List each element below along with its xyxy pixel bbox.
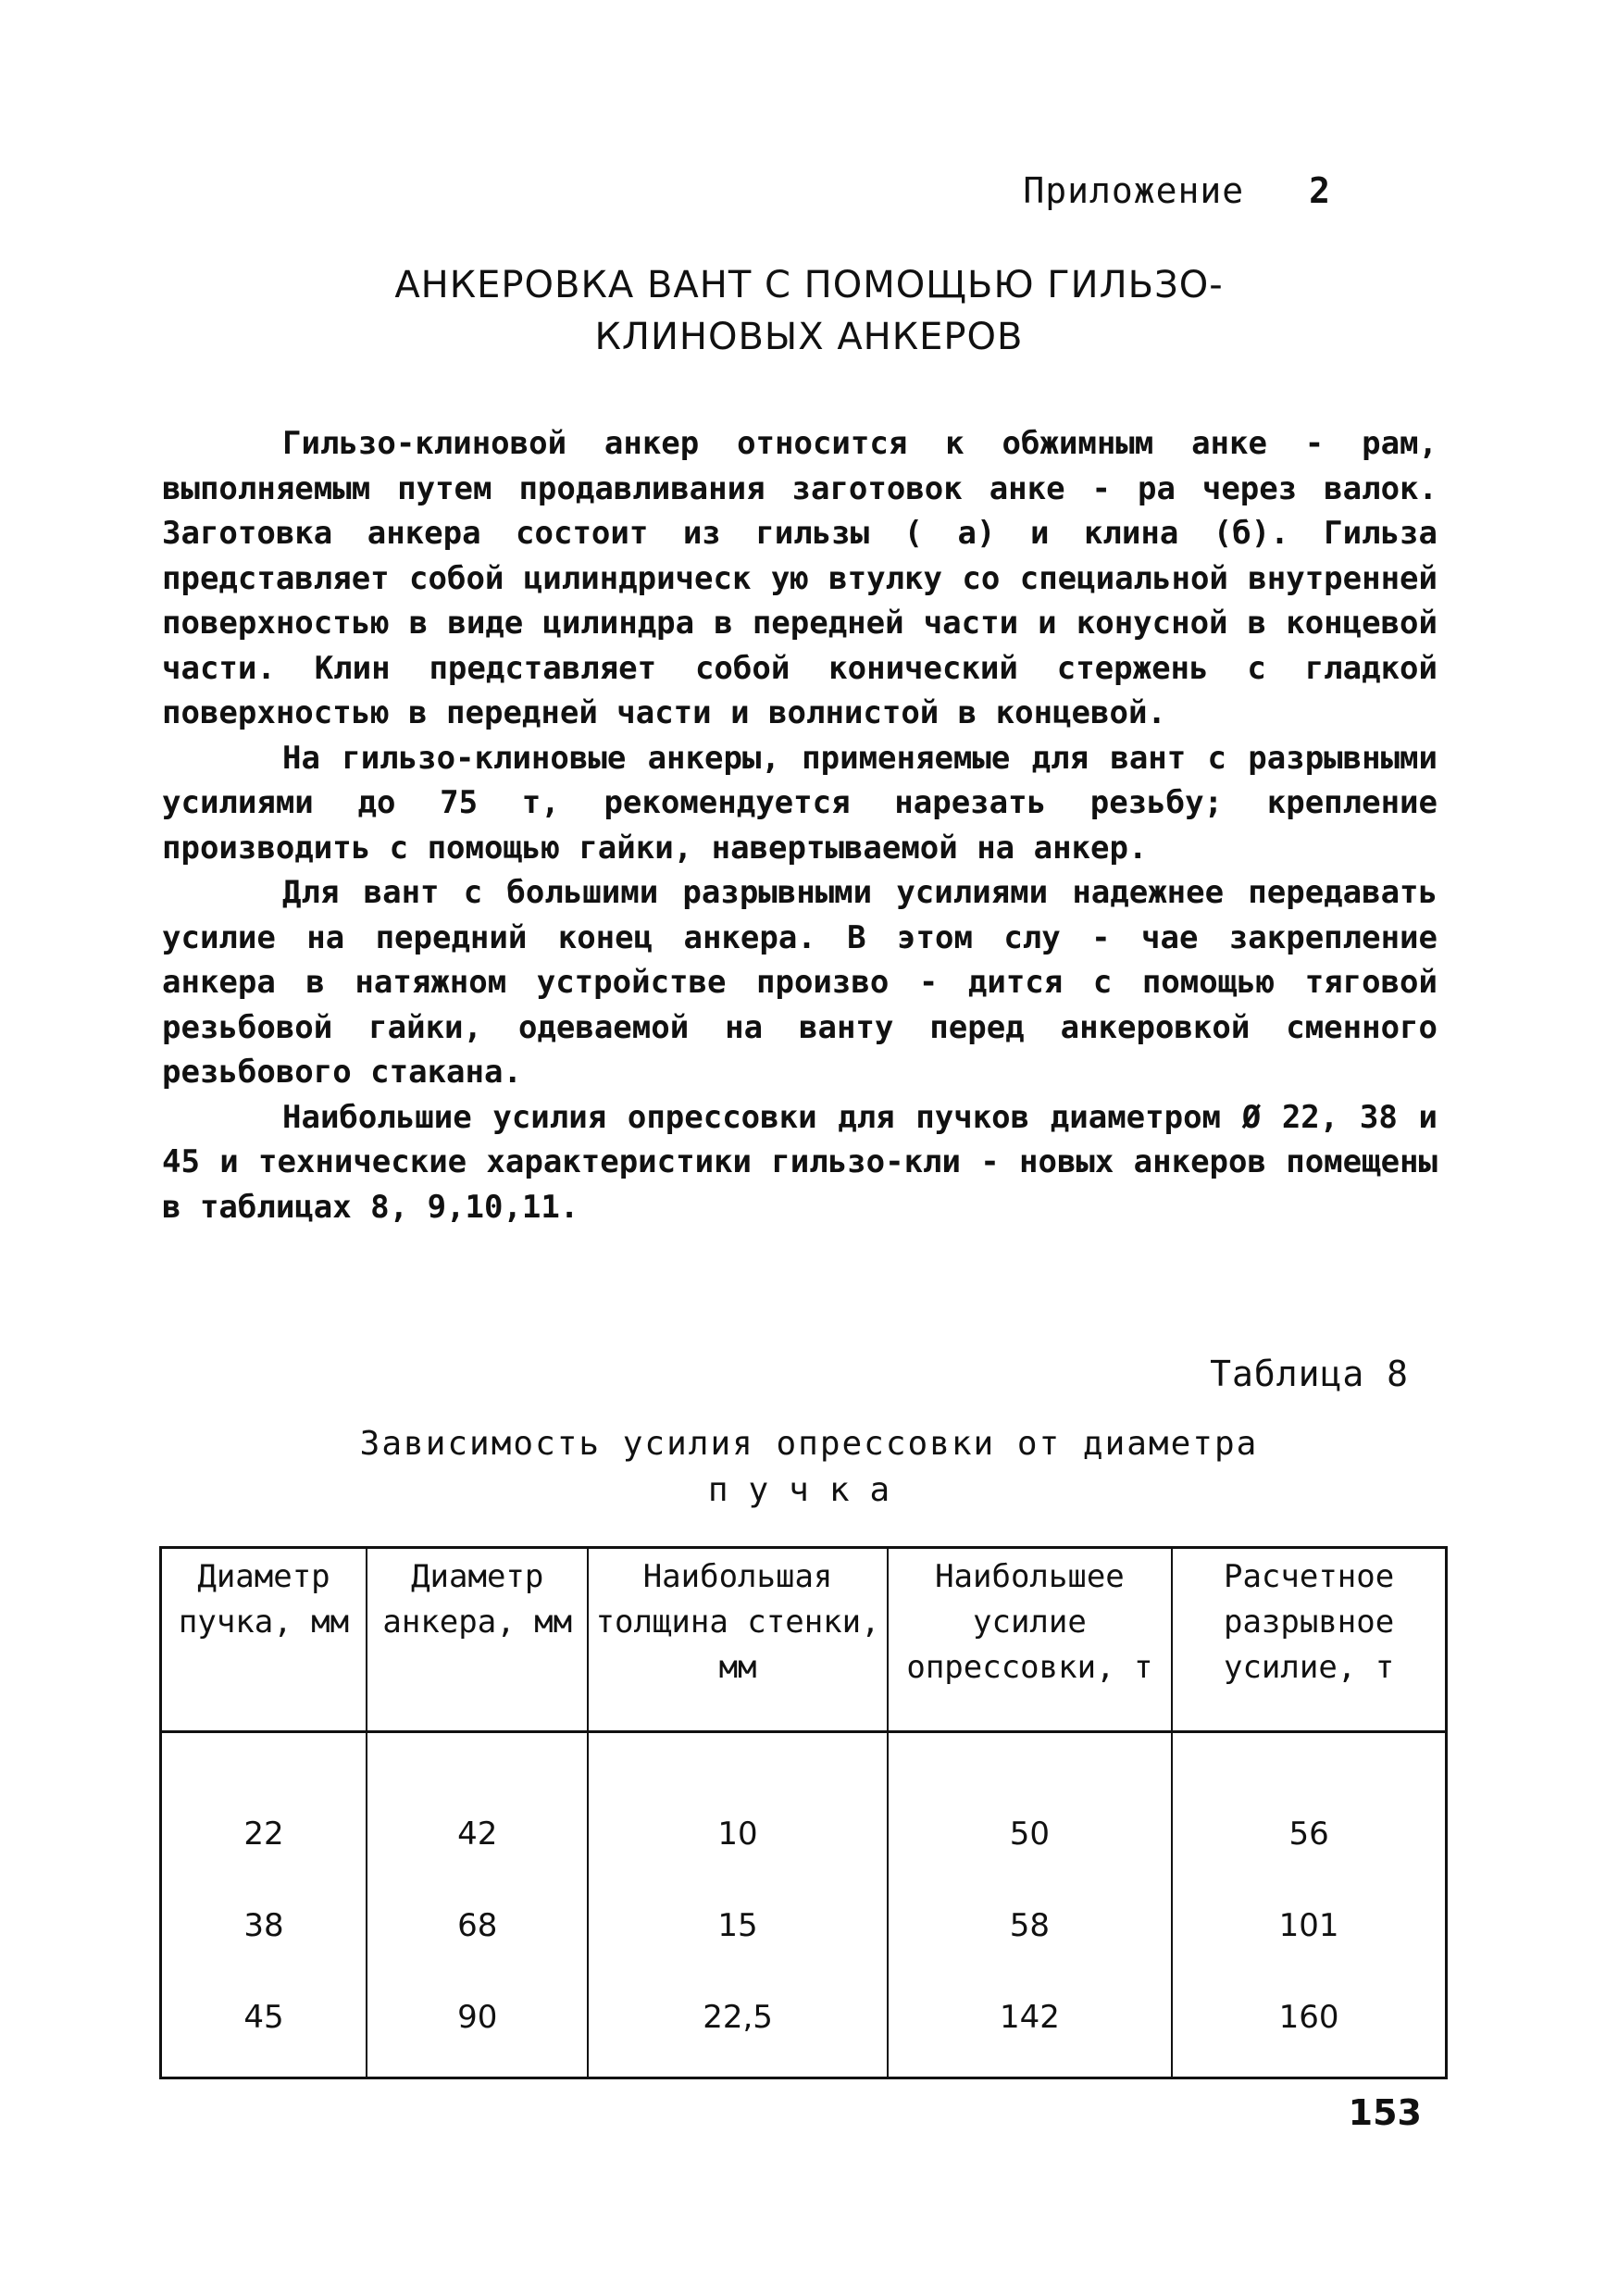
table-caption xyxy=(0,1421,1618,1514)
table-cell: 160 xyxy=(1172,1971,1446,2078)
header-wall-thickness: Наибольшая толщина стенки, мм xyxy=(588,1548,887,1732)
table-cell: 142 xyxy=(888,1971,1173,2078)
title-line-1: АНКЕРОВКА ВАНТ С ПОМОЩЬЮ ГИЛЬЗО- xyxy=(394,264,1224,306)
paragraph: Гильзо-клиновой анкер относится к обжимным анке - рам, выполняемым путем продавливания заготовок анке - ра через валок. Заготовка анкера состоит из гильзы ( а) и клина (б). Гильза представляет собой цилиндрическ ую втулку со специальной внутренней поверхностью в виде цилиндра в передней части и конусной в концевой части. Клин представляет собой конический стержень с гладкой поверхностью в передней части и волнистой в концевой. xyxy=(162,425,1438,731)
header-breaking-force: Расчетное разрывное усилие, т xyxy=(1172,1548,1446,1732)
table-row xyxy=(161,1971,1447,2078)
table-label: Таблица 8 xyxy=(1210,1354,1409,1394)
page-title xyxy=(0,259,1618,363)
body-text xyxy=(162,421,1438,1229)
table-cell: 58 xyxy=(888,1879,1173,1971)
table-cell: 101 xyxy=(1172,1879,1446,1971)
table-cell: 38 xyxy=(161,1879,367,1971)
table-cell: 45 xyxy=(161,1971,367,2078)
header-crimp-force: Наибольшее усилие опрессовки, т xyxy=(888,1548,1173,1732)
table-cell: 50 xyxy=(888,1732,1173,1880)
table-row xyxy=(161,1879,1447,1971)
table-caption-line-2: пучка xyxy=(707,1471,911,1509)
table-cell: 42 xyxy=(367,1732,588,1880)
table-cell: 10 xyxy=(588,1732,887,1880)
paragraph: Для вант с большими разрывными усилиями надежнее передавать усилие на передний конец анкера. В этом слу - чае закрепление анкера в натяжном устройстве произво - дится с помощью тяговой резьбовой гайки, одеваемой на ванту перед анкеровкой сменного резьбового стакана. xyxy=(162,874,1438,1091)
appendix-label: Приложение xyxy=(1023,170,1245,211)
appendix-heading xyxy=(1023,170,1331,211)
page-number: 153 xyxy=(1348,2092,1422,2133)
table-caption-line-1: Зависимость усилия опрессовки от диаметра xyxy=(359,1425,1259,1463)
table-cell: 68 xyxy=(367,1879,588,1971)
paragraph: На гильзо-клиновые анкеры, применяемые для вант с разрывными усилиями до 75 т, рекомендуется нарезать резьбу; крепление производить с помощью гайки, навертываемой на анкер. xyxy=(162,739,1438,867)
table-cell: 15 xyxy=(588,1879,887,1971)
header-anchor-diameter: Диаметр анкера, мм xyxy=(367,1548,588,1732)
title-line-2: КЛИНОВЫХ АНКЕРОВ xyxy=(594,316,1024,358)
table-cell: 56 xyxy=(1172,1732,1446,1880)
table-row xyxy=(161,1732,1447,1880)
paragraph: Наибольшие усилия опрессовки для пучков диаметром Ø 22, 38 и 45 и технические характеристики гильзо-кли - новых анкеров помещены в таблицах 8, 9,10,11. xyxy=(162,1098,1438,1226)
table-cell: 22,5 xyxy=(588,1971,887,2078)
table-cell: 90 xyxy=(367,1971,588,2078)
appendix-number: 2 xyxy=(1309,170,1331,211)
data-table xyxy=(159,1546,1448,2079)
header-bundle-diameter: Диаметр пучка, мм xyxy=(161,1548,367,1732)
table-header-row xyxy=(161,1548,1447,1732)
table-cell: 22 xyxy=(161,1732,367,1880)
